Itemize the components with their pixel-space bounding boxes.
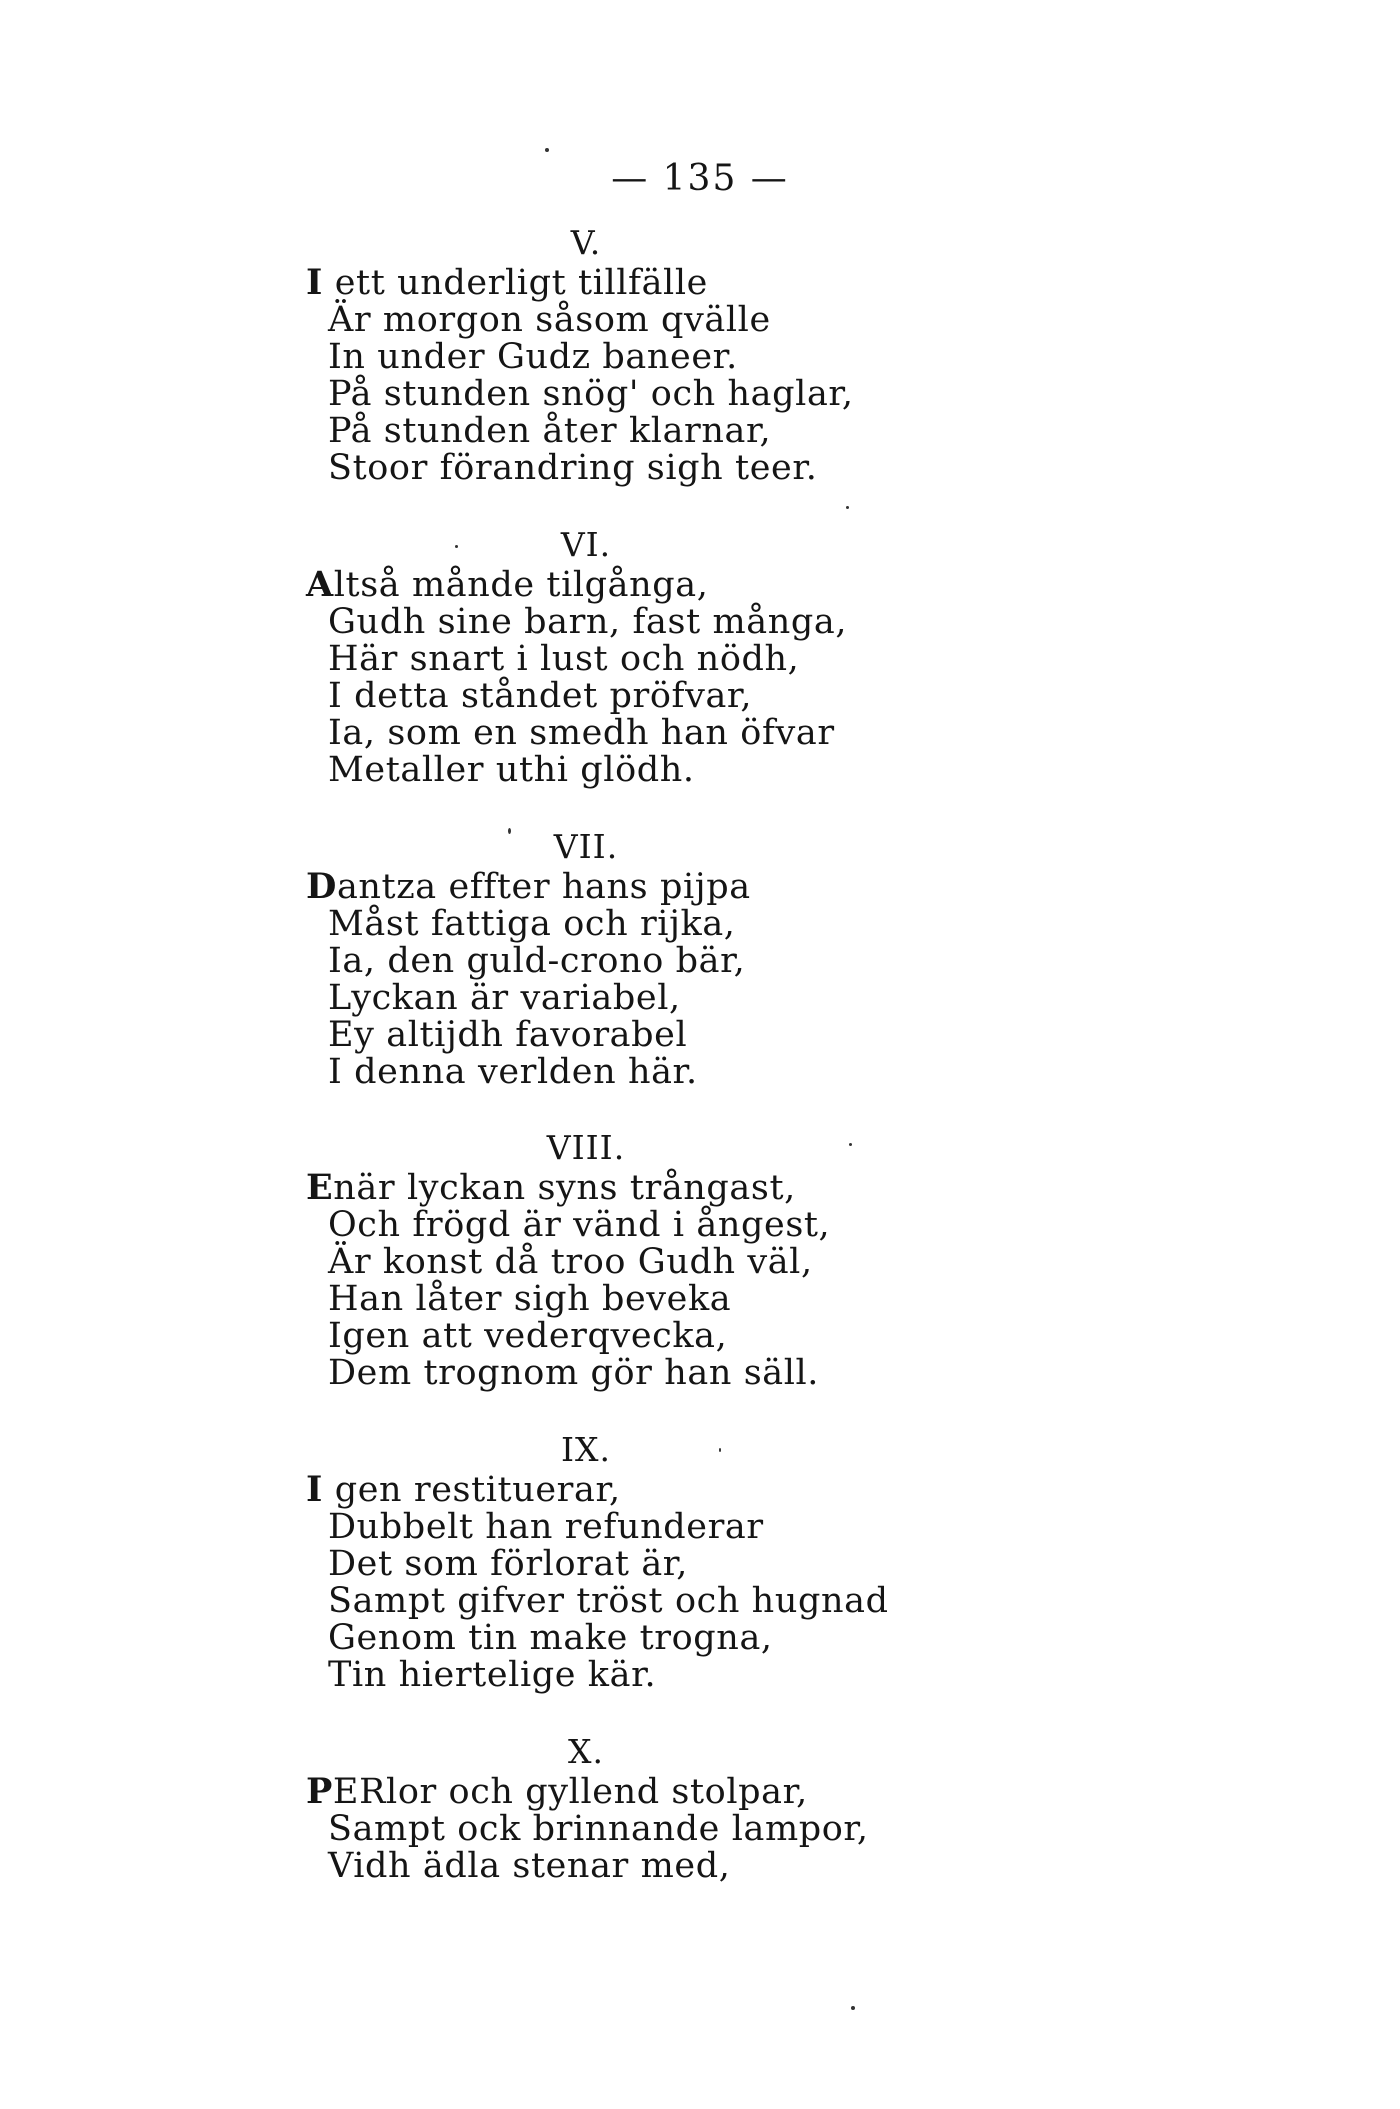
verse-line: Och frögd är vänd i ångest, — [328, 1205, 831, 1245]
verse-line: Metaller uthi glödh. — [328, 750, 695, 790]
stanza-viii — [306, 1127, 866, 1392]
scan-speck — [846, 506, 849, 509]
verse-line: Lyckan är variabel, — [328, 978, 681, 1018]
verse-line: I ett underligt tillfälle — [306, 262, 708, 303]
verse-line: Dem trognom gör han säll. — [328, 1353, 820, 1393]
verse-line: Gudh sine barn, fast många, — [328, 602, 848, 642]
verse-line: Enär lyckan syns trångast, — [306, 1167, 796, 1208]
verse-line: Sampt gifver tröst och hugnad — [328, 1581, 889, 1621]
scan-speck — [851, 2006, 855, 2010]
stanza-ix — [306, 1429, 889, 1695]
stanza-numeral: VIII. — [546, 1128, 626, 1167]
page-number: — 135 — — [611, 158, 789, 199]
verse-line: Det som förlorat är, — [328, 1544, 689, 1584]
verse-line: Han låter sigh beveka — [328, 1279, 732, 1319]
stanza-numeral: X. — [568, 1732, 604, 1771]
scan-speck — [545, 148, 549, 152]
verse-line: Sampt ock brinnande lampor, — [328, 1809, 869, 1849]
verse-line: Igen att vederqvecka, — [328, 1316, 728, 1356]
verse-line: Här snart i lust och nödh, — [328, 639, 800, 679]
verse-line: Ia, den guld-crono bär, — [328, 941, 746, 981]
verse-line: På stunden snög' och haglar, — [328, 374, 854, 414]
stanza-numeral: VI. — [560, 525, 612, 564]
scan-speck — [455, 545, 458, 548]
verse-line: In under Gudz baneer. — [328, 337, 738, 377]
verse-line: Dantza effter hans pijpa — [306, 866, 751, 907]
stanza-numeral: V. — [570, 223, 602, 262]
verse-line: Ia, som en smedh han öfvar — [328, 713, 835, 753]
verse-line: Vidh ädla stenar med, — [328, 1846, 731, 1886]
stanza-numeral: IX. — [560, 1430, 612, 1469]
verse-line: Ey altijdh favorabel — [328, 1015, 688, 1055]
stanza-v — [306, 222, 866, 487]
verse-line: Tin hiertelige kär. — [328, 1655, 657, 1695]
scan-speck — [508, 828, 511, 834]
verse-line: Dubbelt han refunderar — [328, 1507, 764, 1547]
verse-line: Stoor förandring sigh teer. — [328, 448, 818, 488]
scan-speck — [719, 1448, 721, 1452]
verse-line: I gen restituerar, — [306, 1469, 621, 1510]
verse-line: Altså månde tilgånga, — [306, 564, 709, 605]
verse-line: Måst fattiga och rijka, — [328, 904, 736, 944]
stanza-vii — [306, 826, 866, 1091]
verse-line: I detta ståndet pröfvar, — [328, 676, 753, 716]
verse-line: Är konst då troo Gudh väl, — [328, 1242, 813, 1282]
verse-line: PERlor och gyllend stolpar, — [306, 1771, 808, 1812]
stanza-vi — [306, 524, 866, 789]
verse-line: Är morgon såsom qvälle — [328, 300, 771, 340]
stanza-x — [306, 1731, 869, 1886]
verse-line: Genom tin make trogna, — [328, 1618, 773, 1658]
verse-line: I denna verlden här. — [328, 1052, 698, 1092]
scan-speck — [849, 1143, 852, 1146]
stanza-numeral: VII. — [553, 827, 619, 866]
verse-line: På stunden åter klarnar, — [328, 411, 772, 451]
